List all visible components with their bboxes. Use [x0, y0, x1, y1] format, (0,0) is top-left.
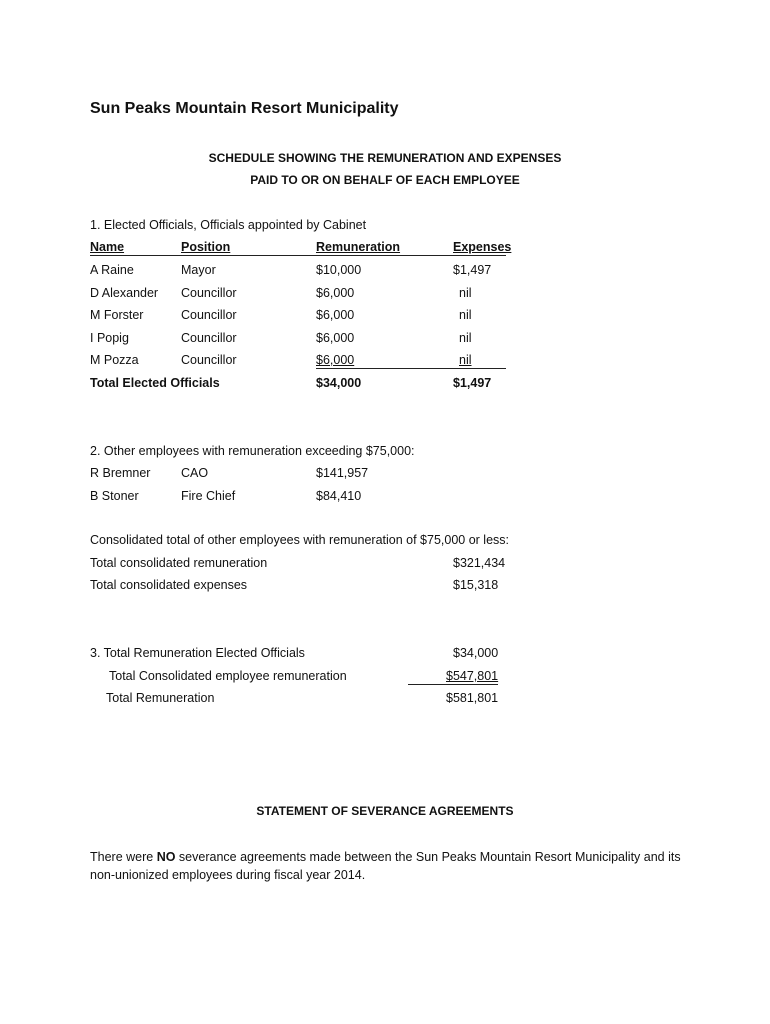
severance-heading: STATEMENT OF SEVERANCE AGREEMENTS	[256, 804, 514, 818]
schedule-heading-line2: PAID TO OR ON BEHALF OF EACH EMPLOYEE	[250, 173, 520, 187]
employee-name: R Bremner	[90, 466, 151, 480]
row-expenses: nil	[459, 308, 472, 322]
total-elected-expenses: $1,497	[453, 376, 492, 390]
employee-remuneration: $141,957	[316, 466, 369, 480]
section3-line3-label: Total Remuneration	[106, 691, 215, 705]
section3-sum-rule	[408, 684, 498, 685]
col-header-expenses: Expenses	[453, 240, 512, 254]
row-remuneration: $6,000	[316, 286, 355, 300]
row-remuneration: $6,000	[316, 308, 355, 322]
row-remuneration: $6,000	[316, 353, 355, 367]
section3-line1-label: 3. Total Remuneration Elected Officials	[90, 646, 305, 660]
severance-statement	[90, 848, 690, 884]
row-name: M Pozza	[90, 353, 139, 367]
consolidated-remuneration-label: Total consolidated remuneration	[90, 556, 268, 570]
section1-heading: 1. Elected Officials, Officials appointed by Cabinet	[90, 218, 367, 232]
row-name: A Raine	[90, 263, 134, 277]
total-rule	[316, 368, 506, 369]
section3-line2-value: $547,801	[446, 669, 499, 683]
consolidated-expenses-value: $15,318	[453, 578, 499, 592]
employee-position: CAO	[181, 466, 209, 480]
consolidated-remuneration-value: $321,434	[453, 556, 506, 570]
row-position: Councillor	[181, 331, 237, 345]
header-underline	[90, 255, 506, 256]
section2-heading: 2. Other employees with remuneration exceeding $75,000:	[90, 444, 415, 458]
section3-line2-label: Total Consolidated employee remuneration	[109, 669, 347, 683]
row-remuneration: $6,000	[316, 331, 355, 345]
row-expenses: nil	[459, 286, 472, 300]
consolidated-heading: Consolidated total of other employees with remuneration of $75,000 or less:	[90, 533, 509, 547]
total-elected-label: Total Elected Officials	[90, 376, 220, 390]
row-expenses: nil	[459, 353, 472, 367]
row-name: I Popig	[90, 331, 129, 345]
total-elected-remuneration: $34,000	[316, 376, 362, 390]
row-position: Councillor	[181, 286, 237, 300]
employee-name: B Stoner	[90, 489, 139, 503]
row-remuneration: $10,000	[316, 263, 362, 277]
row-position: Councillor	[181, 308, 237, 322]
col-header-position: Position	[181, 240, 231, 254]
employee-position: Fire Chief	[181, 489, 236, 503]
col-header-name: Name	[90, 240, 125, 254]
page-title: Sun Peaks Mountain Resort Municipality	[90, 100, 399, 117]
employee-remuneration: $84,410	[316, 489, 362, 503]
row-position: Councillor	[181, 353, 237, 367]
section3-line3-value: $581,801	[446, 691, 499, 705]
section3-line1-value: $34,000	[453, 646, 499, 660]
row-name: D Alexander	[90, 286, 159, 300]
row-name: M Forster	[90, 308, 144, 322]
consolidated-expenses-label: Total consolidated expenses	[90, 578, 248, 592]
row-position: Mayor	[181, 263, 216, 277]
row-expenses: $1,497	[453, 263, 492, 277]
severance-text-before: There were	[90, 850, 157, 864]
severance-text-after: severance agreements made between the Sun Peaks Mountain Resort Municipality and its non-unionized employees during fiscal year 2014.	[90, 850, 681, 882]
severance-text-bold: NO	[156, 850, 176, 864]
schedule-heading-line1: SCHEDULE SHOWING THE REMUNERATION AND EXPENSES	[208, 151, 562, 165]
row-expenses: nil	[459, 331, 472, 345]
col-header-remuneration: Remuneration	[316, 240, 401, 254]
